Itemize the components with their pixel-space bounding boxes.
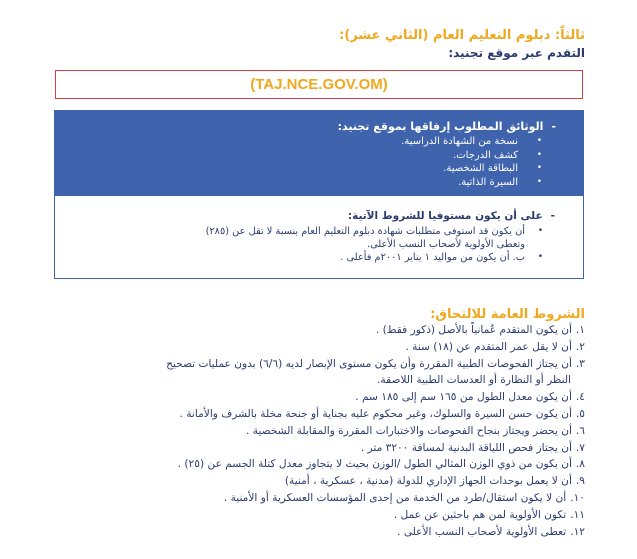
conditions-list bbox=[55, 225, 555, 264]
condition-1: ١.أن يكون المتقدم عُمانياً بالأصل (ذكور فقط) . bbox=[375, 324, 585, 336]
condition-item-b: ب. أن يكون من مواليد ١ يناير ٢٠٠١م فأعلى . • bbox=[55, 251, 525, 264]
documents-heading bbox=[54, 120, 556, 133]
conditions-panel bbox=[54, 196, 584, 279]
condition-5: ٥.أن يكون حسن السيرة والسلوك، وغير محكوم عليه بجناية أو جنحة مخلة بالشرف والأمانة . bbox=[179, 407, 585, 420]
bullet-icon: - bbox=[551, 120, 556, 133]
document-item: البطاقة الشخصية. • bbox=[54, 162, 518, 176]
condition-item-a: أن يكون قد استوفى متطلبات شهادة دبلوم التعليم العام بنسبة لا تقل عن (٢٨٥) • bbox=[55, 225, 525, 238]
documents-list bbox=[54, 135, 556, 189]
document-item: السيرة الذاتية. • bbox=[54, 176, 518, 190]
section-subtitle: التقدم عبر موقع تجنيد: bbox=[448, 46, 585, 60]
document-item: كشف الدرجات. • bbox=[54, 149, 518, 163]
conditions-heading-text: على أن يكون مستوفيا للشروط الآتية: bbox=[347, 210, 543, 222]
condition-9: ٩.أن لا يعمل بوحدات الجهاز الإداري للدولة (مدنية ، عسكرية ، أمنية) bbox=[284, 475, 585, 488]
documents-panel bbox=[54, 110, 584, 196]
section-title: ثالثاً: دبلوم التعليم العام (الثاني عشر): bbox=[339, 28, 585, 43]
website-url: (TAJ.NCE.GOV.OM) bbox=[250, 76, 388, 93]
condition-12: ١٢.تعطى الأولوية لأصحاب النسب الأعلى . bbox=[397, 525, 585, 538]
condition-4: ٤.أن يكون معدل الطول من ١٦٥ سم إلى ١٨٥ سم . bbox=[355, 391, 585, 404]
website-url-box bbox=[55, 70, 583, 99]
general-conditions-list bbox=[45, 322, 585, 540]
condition-11: ١١.تكون الأولوية لمن هم باحثين عن عمل . bbox=[393, 508, 585, 521]
documents-heading-text: الوثائق المطلوب إرفاقها بموقع تجنيد: bbox=[337, 120, 544, 133]
condition-7: ٧.أن يجتاز فحص اللياقة البدنية لمسافة ٣٢٠٠ متر . bbox=[360, 441, 585, 454]
condition-8: ٨.أن يكون من ذوي الوزن المثالي الطول /الوزن بحيث لا يتجاوز معدل كتلة الجسم عن (٢٥) . bbox=[177, 458, 585, 471]
general-conditions-title: الشروط العامة للالتحاق: bbox=[430, 307, 585, 322]
bullet-icon: - bbox=[550, 210, 555, 222]
condition-10: ١٠.أن لا يكون استقال/طرد من الخدمة من إحدى المؤسسات العسكرية أو الأمنية . bbox=[223, 491, 585, 504]
condition-6: ٦.أن يحضر ويجتاز بنجاح الفحوصات والاختبارات المقررة والمقابلة الشخصية . bbox=[246, 424, 585, 437]
condition-item-a-cont: وتعطى الأولوية لأصحاب النسب الأعلى. bbox=[366, 239, 525, 250]
condition-3: ٣.أن يجتاز الفحوصات الطبية المقررة وأن يكون مستوى الإبصار لديه (٦/٦) بدون عمليات تصحيح النظر أو النظارة أو العدسات الطبية اللاصقة. bbox=[166, 357, 585, 387]
condition-2: ٢.أن لا يقل عمر المتقدم عن (١٨) سنة . bbox=[405, 340, 585, 353]
conditions-heading bbox=[55, 210, 555, 222]
document-item: نسخة من الشهادة الدراسية. • bbox=[54, 135, 518, 149]
